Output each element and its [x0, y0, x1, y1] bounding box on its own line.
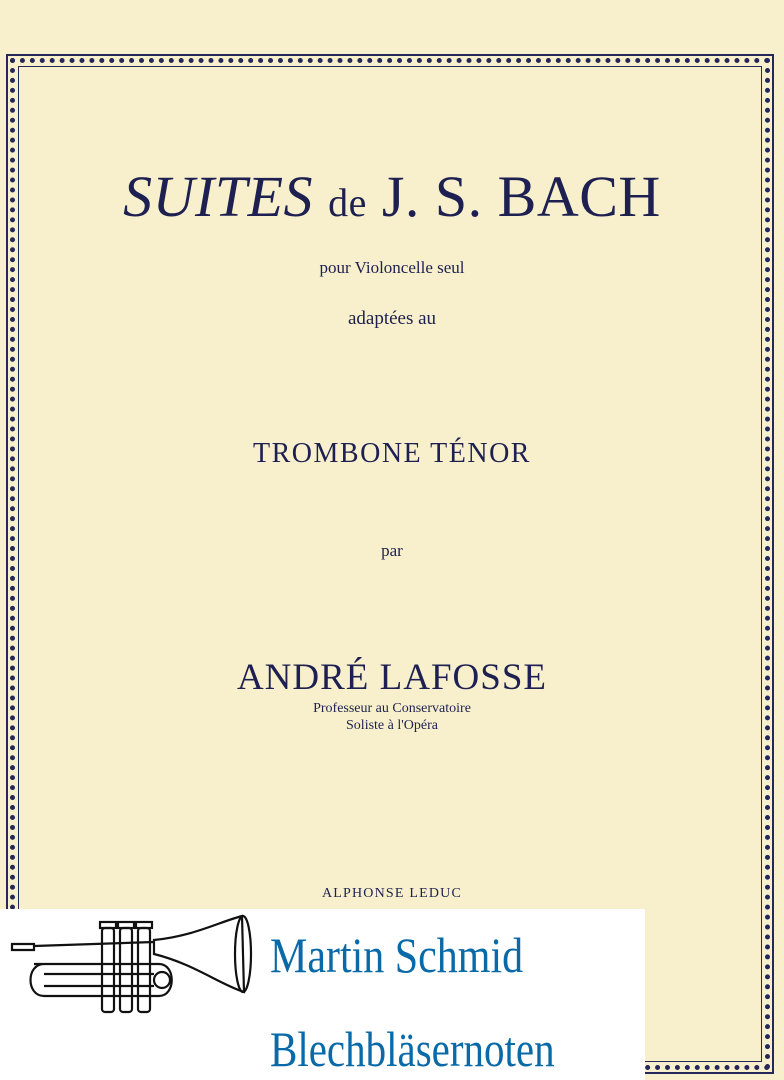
par-text: par — [381, 541, 403, 560]
adapted-text: adaptées au — [347, 308, 437, 329]
trumpet-icon — [4, 914, 266, 1022]
logo-line-2: Blechbläsernoten — [270, 1021, 555, 1077]
title-part2: de — [328, 180, 367, 225]
cover-title — [0, 164, 784, 229]
publisher-name: ALPHONSE LEDUC — [321, 886, 463, 901]
title-part1: SUITES — [123, 164, 314, 229]
instrument-name: TROMBONE TÉNOR — [253, 438, 531, 469]
title-part3: J. S. BACH — [381, 164, 661, 229]
author-role-2: Soliste à l'Opéra — [346, 718, 438, 733]
cover-subtitle: pour Violoncelle seul — [319, 258, 465, 277]
logo-line-1: Martin Schmid — [270, 927, 524, 983]
author-name: ANDRÉ LAFOSSE — [236, 657, 548, 698]
author-role-1: Professeur au Conservatoire — [313, 701, 471, 716]
